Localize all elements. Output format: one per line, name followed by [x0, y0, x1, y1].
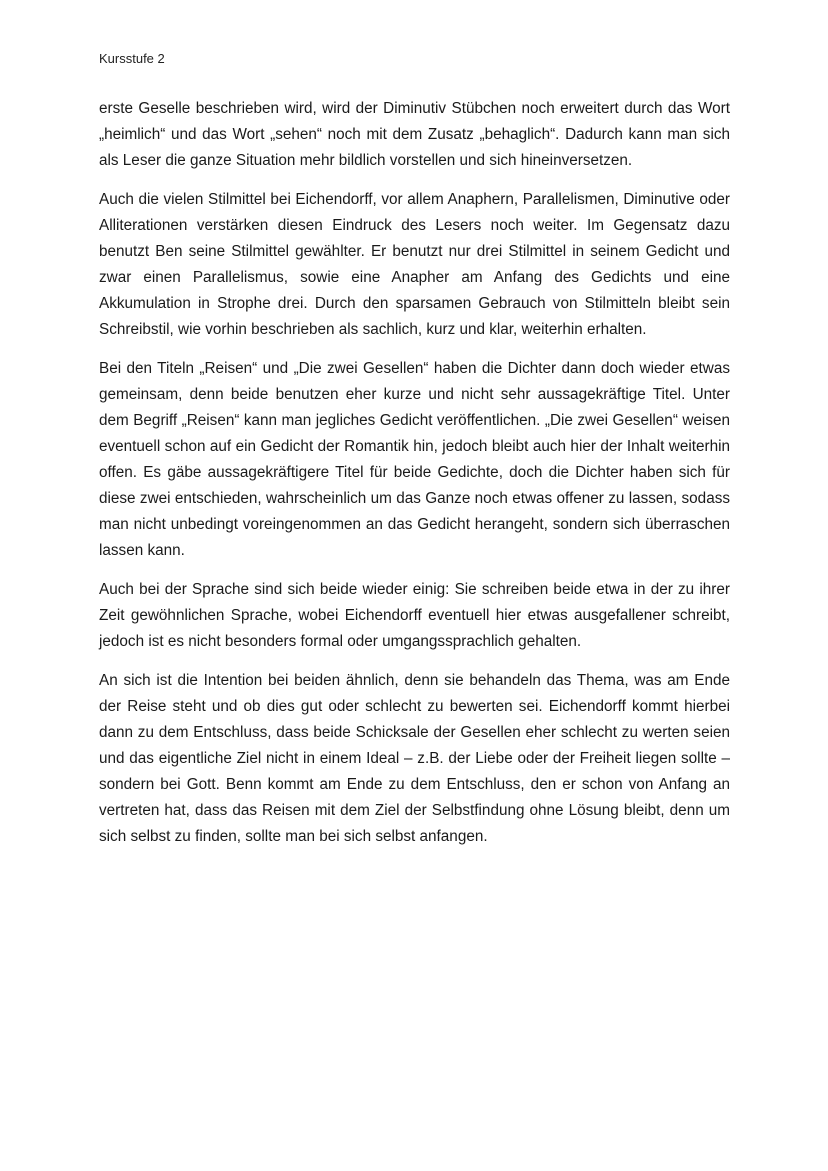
- paragraph-4: Auch bei der Sprache sind sich beide wieder einig: Sie schreiben beide etwa in der zu ihrer Zeit gewöhnlichen Sprache, wobei Eichendorff eventuell hier etwas ausgefallener schreibt, jedoch ist es nicht besonders formal oder umgangssprachlich gehalten.: [99, 581, 730, 650]
- paragraph-5: An sich ist die Intention bei beiden ähnlich, denn sie behandeln das Thema, was am Ende der Reise steht und ob dies gut oder schlecht zu bewerten sei. Eichendorff kommt hierbei dann zu dem Entschluss, dass beide Schicksale der Gesellen eher schlecht zu werten seien und das eigentliche Ziel nicht in einem Ideal – z.B. der Liebe oder der Freiheit liegen sollte – sondern bei Gott. Benn kommt am Ende zu dem Entschluss, den er schon von Anfang an vertreten hat, dass das Reisen mit dem Ziel der Selbstfindung ohne Lösung bleibt, denn um sich selbst zu finden, sollte man bei sich selbst anfangen.: [99, 672, 730, 845]
- paragraph-1: erste Geselle beschrieben wird, wird der Diminutiv Stübchen noch erweitert durch das Wort „heimlich“ und das Wort „sehen“ noch mit dem Zusatz „behaglich“. Dadurch kann man sich als Leser die ganze Situation mehr bildlich vorstellen und sich hineinversetzen.: [99, 100, 730, 169]
- page-header: Kursstufe 2: [99, 51, 165, 66]
- document-body: [99, 96, 730, 863]
- paragraph-2: Auch die vielen Stilmittel bei Eichendorff, vor allem Anaphern, Parallelismen, Diminutive oder Alliterationen verstärken diesen Eindruck des Lesers noch weiter. Im Gegensatz dazu benutzt Ben seine Stilmittel gewählter. Er benutzt nur drei Stilmittel in seinem Gedicht und zwar einen Parallelismus, sowie eine Anapher am Anfang des Gedichts und eine Akkumulation in Strophe drei. Durch den sparsamen Gebrauch von Stilmitteln bleibt sein Schreibstil, wie vorhin beschrieben als sachlich, kurz und klar, weiterhin erhalten.: [99, 191, 730, 338]
- paragraph-3: Bei den Titeln „Reisen“ und „Die zwei Gesellen“ haben die Dichter dann doch wieder etwas gemeinsam, denn beide benutzen eher kurze und nicht sehr aussagekräftige Titel. Unter dem Begriff „Reisen“ kann man jegliches Gedicht veröffentlichen. „Die zwei Gesellen“ weisen eventuell schon auf ein Gedicht der Romantik hin, jedoch bleibt auch hier der Inhalt weiterhin offen. Es gäbe aussagekräftigere Titel für beide Gedichte, doch die Dichter haben sich für diese zwei entschieden, wahrscheinlich um das Ganze noch etwas offener zu lassen, sodass man nicht unbedingt voreingenommen an das Gedicht herangeht, sondern sich überraschen lassen kann.: [99, 360, 730, 559]
